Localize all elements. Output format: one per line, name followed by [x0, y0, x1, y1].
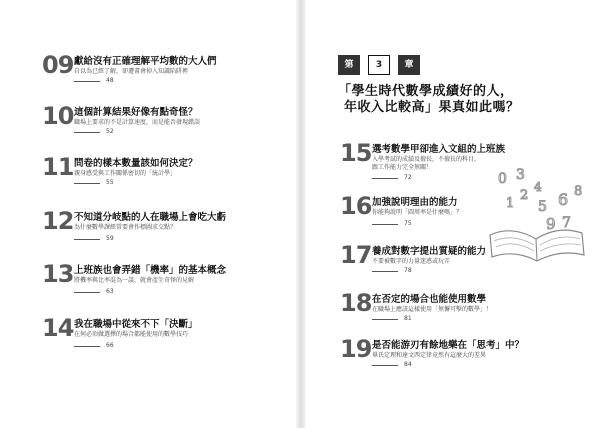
entry-subtitle-line2: 跟工作能力完全無關！ — [372, 164, 433, 171]
entry-number: 10 — [42, 102, 74, 130]
page-number: 75 — [404, 220, 412, 227]
entry-subtitle: 入學考試的成績及擅長，不擅長的科目， — [372, 156, 481, 163]
leader-line — [74, 292, 100, 293]
chapter-label-box: 第 — [338, 55, 360, 75]
entry-number: 17 — [340, 241, 372, 269]
deco-digit: 9 — [546, 215, 556, 233]
entry-number: 16 — [340, 192, 372, 220]
entry-subtitle: 不要被數字的力量迷惑或玩弄 — [372, 258, 451, 265]
chapter-number-box: 3 — [368, 55, 390, 75]
page-number: 78 — [404, 267, 412, 274]
page-number: 59 — [106, 235, 114, 242]
open-book-with-numbers-icon — [480, 165, 590, 265]
chapter-title-line2: 年收入比較高」果真如此嗎？ — [344, 100, 520, 115]
leader-line — [74, 239, 100, 240]
entry-title: 獻給沒有正確理解平均數的大人們 — [74, 56, 217, 67]
entry-title: 上班族也會弄錯「機率」的基本概念 — [74, 265, 227, 276]
leader-line — [74, 132, 100, 133]
entry-title: 是否能游刃有餘地樂在「思考」中？ — [372, 340, 525, 351]
leader-line — [74, 346, 100, 347]
entry-title: 在否定的場合也能使用數學 — [372, 294, 487, 305]
deco-digit: 4 — [534, 180, 542, 194]
page-number: 84 — [404, 361, 412, 368]
entry-title: 這個計算結果好像有點奇怪？ — [74, 107, 198, 118]
entry-number: 12 — [42, 207, 74, 235]
page-number: 52 — [106, 128, 114, 135]
page-number: 48 — [106, 77, 114, 84]
page-number: 72 — [404, 174, 412, 181]
leader-line — [372, 365, 398, 366]
entry-subtitle: 在何必須做選擇的場合都能使用的數學技巧 — [74, 331, 189, 338]
page-number: 55 — [106, 179, 114, 186]
leader-line — [372, 271, 398, 272]
entry-title: 不知道分岐點的人在職場上會吃大虧 — [74, 212, 227, 223]
entry-number: 15 — [340, 139, 372, 167]
chapter-title-line1: 「學生時代數學成績好的人， — [338, 84, 514, 99]
deco-digit: 5 — [538, 199, 547, 215]
deco-digit: 7 — [562, 215, 571, 231]
entry-subtitle: 在職場上應該這樣使用「無懈可擊的數學」！ — [372, 306, 493, 313]
deco-digit: 8 — [574, 184, 583, 199]
entry-number: 11 — [42, 153, 74, 181]
entry-number: 19 — [340, 335, 372, 363]
page-number: 66 — [106, 342, 114, 349]
entry-title: 選考數學甲卻進入文組的上班族 — [372, 144, 506, 155]
entry-subtitle: 為什麼數學課經常要會作標圖求交點？ — [74, 224, 177, 231]
leader-line — [372, 224, 398, 225]
entry-number: 09 — [42, 51, 74, 79]
entry-subtitle: 自以為已經了解，卻遭畫會掉入知識陷阱裡 — [74, 68, 189, 75]
entry-subtitle: 你能夠說明「圓周率是什麼嗎」？ — [372, 209, 463, 216]
chapter-suffix-box: 章 — [398, 55, 420, 75]
page-number: 63 — [106, 288, 114, 295]
entry-title: 問卷的樣本數量該如何決定？ — [74, 158, 198, 169]
leader-line — [74, 81, 100, 82]
entry-subtitle: 職場上要求的不是計算速度，而是能否發現錯誤 — [74, 119, 201, 126]
leader-line — [372, 319, 398, 320]
deco-digit: 1 — [506, 196, 515, 211]
entry-subtitle: 畢氏定理和達文西定律竟然有這麼大的差異 — [372, 352, 487, 359]
page-number: 81 — [404, 315, 412, 322]
deco-digit: 3 — [516, 167, 525, 183]
deco-digit: 2 — [520, 188, 529, 203]
entry-number: 14 — [42, 314, 74, 342]
deco-digit: 6 — [558, 190, 569, 209]
entry-title: 養成對數字提出質疑的能力 — [372, 246, 487, 257]
book-gutter — [296, 0, 306, 428]
entry-title: 加強說明理由的能力 — [372, 197, 458, 208]
leader-line — [372, 178, 398, 179]
entry-title: 我在職場中從來不下「決斷」 — [74, 319, 198, 330]
deco-digit: 0 — [498, 171, 507, 187]
entry-subtitle: 親身感受與工作關係密切的「統計學」 — [74, 170, 177, 177]
entry-number: 13 — [42, 260, 74, 288]
entry-number: 18 — [340, 289, 372, 317]
entry-subtitle: 將機率與比率混為一談，就會產生奇怪的見解 — [74, 277, 195, 284]
leader-line — [74, 183, 100, 184]
